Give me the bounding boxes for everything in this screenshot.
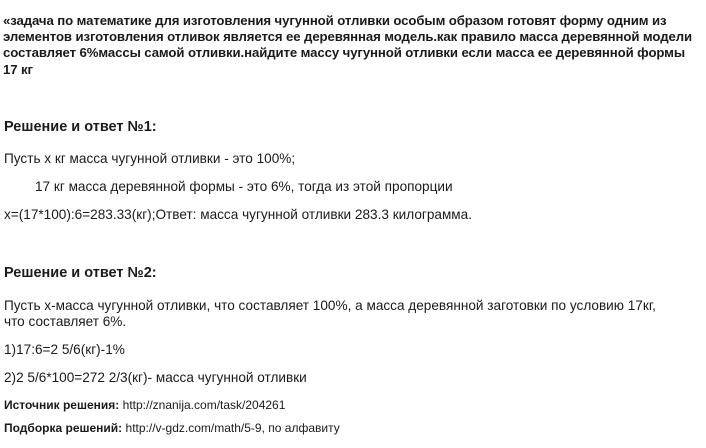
solution-2-line-1: Пусть х-масса чугунной отливки, что составляет 100%, а масса деревянной заготовки по условию 17кг, что составляет 6%. [4,298,656,329]
collection-suffix: , по алфавиту [261,421,340,435]
source-link[interactable]: http://znanija.com/task/204261 [122,398,286,412]
collection-link[interactable]: http://v-gdz.com/math/5-9 [125,421,262,435]
solution-1-line-2: 17 кг масса деревянной формы - это 6%, тогда из этой пропорции [35,179,453,194]
collection-line [4,421,340,435]
solution-1-line-3: х=(17*100):6=283.33(кг);Ответ: масса чугунной отливки 283.3 килограмма. [4,207,472,222]
solution-2-line-3: 2)2 5/6*100=272 2/3(кг)- масса чугунной отливки [4,370,307,385]
question-text: «задача по математике для изготовления чугунной отливки особым образом готовят форму одним из элементов изготовления отливок является ее деревянная модель.как правило масса деревянной модели составляет 6%массы самой отливки.найдите массу чугунной отливки если масса ее деревянной формы 17 кг [3,13,692,77]
source-label: Источник решения: [4,398,120,412]
solution-1-heading: Решение и ответ №1: [4,119,157,135]
solution-2-line-2: 1)17:6=2 5/6(кг)-1% [4,342,125,357]
source-line [4,398,285,412]
solution-2-heading: Решение и ответ №2: [4,265,157,281]
collection-label: Подборка решений: [4,421,123,435]
solution-1-line-1: Пусть х кг масса чугунной отливки - это 100%; [4,151,296,166]
